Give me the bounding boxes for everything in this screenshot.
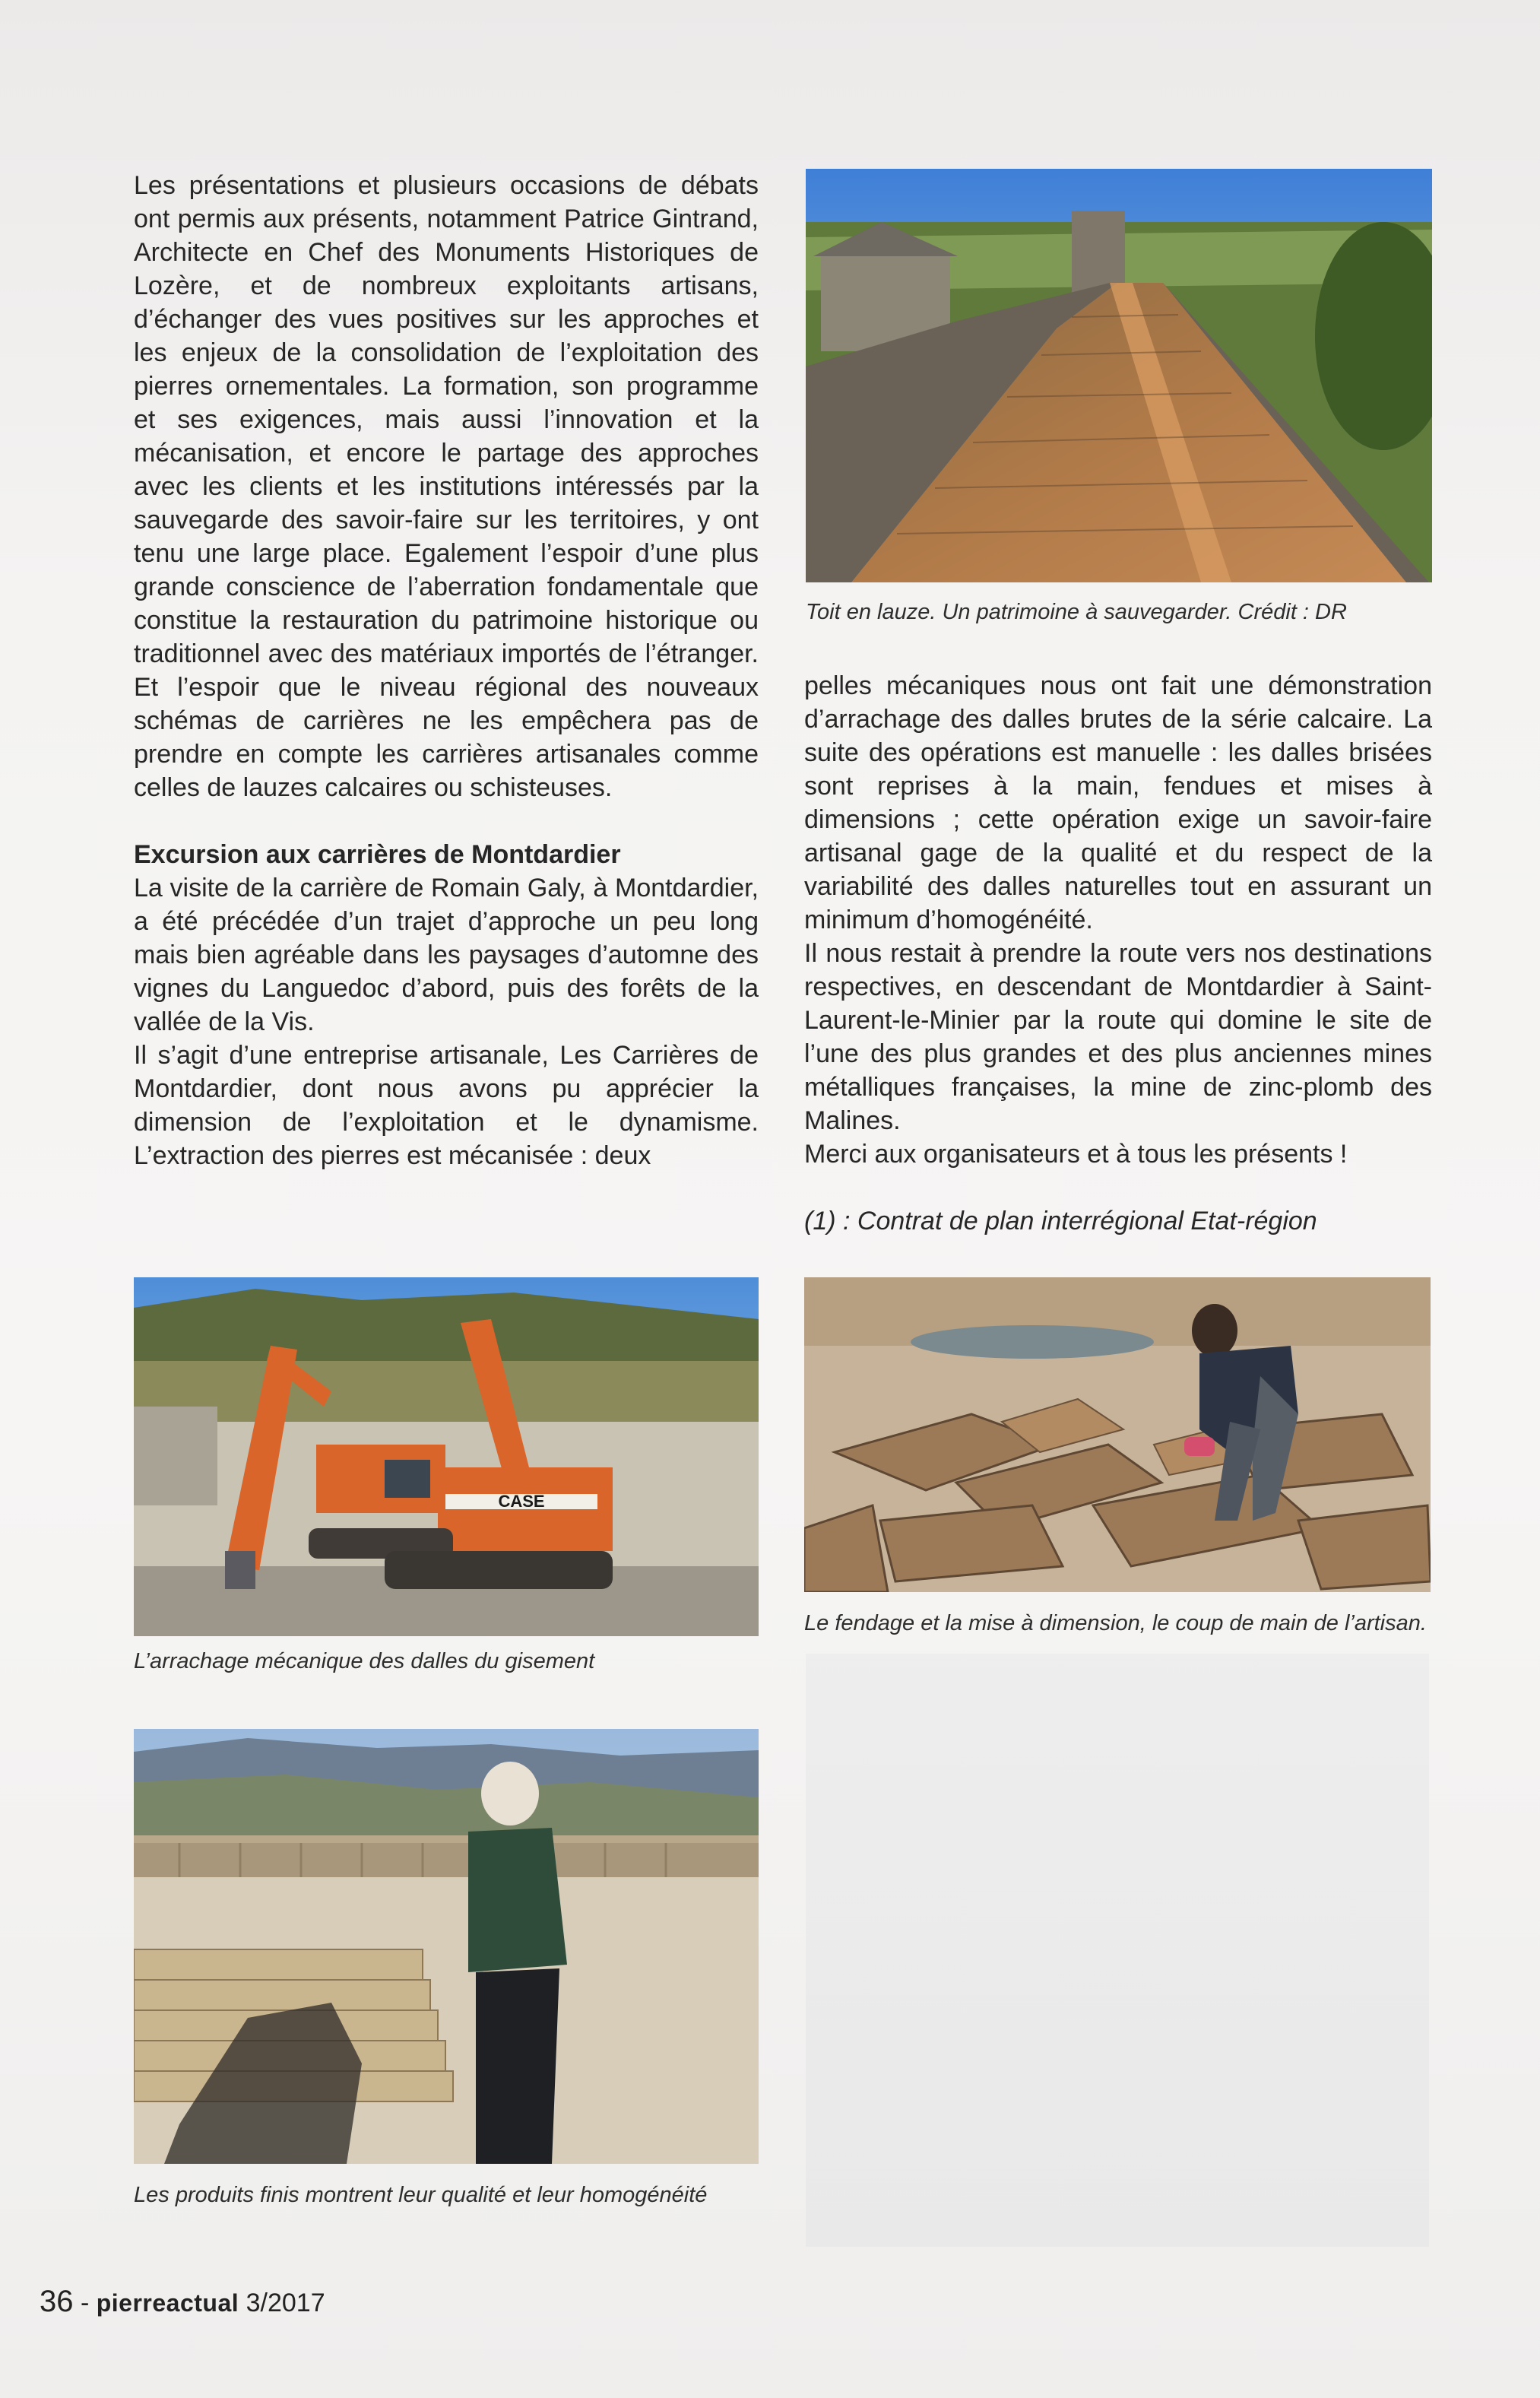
- company-paragraph: Il s’agit d’une entreprise artisanale, Les Carrières de Montdardier, dont nous avons pu apprécier la dimension de l’exploitation et le dynamisme. L’extraction des pierres est mécanisée : deux: [134, 1041, 759, 1170]
- finished-products-photo: [134, 1729, 759, 2164]
- footer-separator: -: [80, 2289, 90, 2317]
- visit-paragraph: La visite de la carrière de Romain Galy, à Montdardier, a été précédée d’un trajet d’approche un peu long mais bien agréable dans les paysages d’automne des vignes du Languedoc d’abord, puis des forêts de la vallée de la Vis.: [134, 874, 759, 1036]
- section-heading: Excursion aux carrières de Montdardier: [134, 840, 621, 869]
- page-number: 36: [40, 2285, 74, 2318]
- left-column: [134, 169, 759, 1172]
- roof-photo: [806, 169, 1432, 582]
- route-paragraph: Il nous restait à prendre la route vers nos destinations respectives, en descendant de Montdardier à Saint-Laurent-le-Minier par la route qui domine le site de l’une des plus grandes et des plus anciennes mines métalliques françaises, la mine de zinc-plomb des Malines.: [804, 939, 1432, 1135]
- excavators-caption: L’arrachage mécanique des dalles du gisement: [134, 1649, 595, 1673]
- magazine-name: pierreactual: [96, 2289, 239, 2317]
- splitting-caption: Le fendage et la mise à dimension, le coup de main de l’artisan.: [804, 1611, 1427, 1635]
- splitting-photo: [804, 1277, 1431, 1592]
- issue-number: 3/2017: [246, 2289, 325, 2317]
- thanks-paragraph: Merci aux organisateurs et à tous les présents !: [804, 1140, 1348, 1169]
- finished-products-caption: Les produits finis montrent leur qualité et leur homogénéité: [134, 2183, 708, 2207]
- right-column: [804, 669, 1432, 1238]
- roof-caption: Toit en lauze. Un patrimoine à sauvegarder. Crédit : DR: [806, 600, 1347, 624]
- show-through-background: [806, 1654, 1429, 2247]
- footnote: (1) : Contrat de plan interrégional Etat-région: [804, 1207, 1317, 1235]
- excavators-photo: [134, 1277, 759, 1636]
- page-footer: [40, 2285, 325, 2319]
- intro-paragraph: Les présentations et plusieurs occasions de débats ont permis aux présents, notamment Patrice Gintrand, Architecte en Chef des Monuments Historiques de Lozère, et de nombreux exploitants artisans, d’échanger des vues positives sur les approches et les enjeux de la consolidation de l’exploitation des pierres ornementales. La formation, son programme et ses exigences, mais aussi l’innovation et la mécanisation, et encore le partage des approches avec les clients et les institutions intéressés par la sauvegarde des savoir-faire sur les territoires, y ont tenu une large place. Egalement l’espoir d’une plus grande conscience de l’aberration fondamentale que constitue la restauration du patrimoine historique ou traditionnel avec des matériaux importés de l’étranger. Et l’espoir que le niveau régional des nouveaux schémas de carrières ne les empêchera pas de prendre en compte les carrières artisanales comme celles de lauzes calcaires ou schisteuses.: [134, 171, 759, 802]
- operations-paragraph: pelles mécaniques nous ont fait une démonstration d’arrachage des dalles brutes de la série calcaire. La suite des opérations est manuelle : les dalles brisées sont reprises à la main, fendues et mises à dimensions ; cette opération exige un savoir-faire artisanal gage de la qualité et du respect de la variabilité des dalles naturelles tout en assurant un minimum d’homogénéité.: [804, 671, 1432, 934]
- case-logo: CASE: [498, 1492, 545, 1511]
